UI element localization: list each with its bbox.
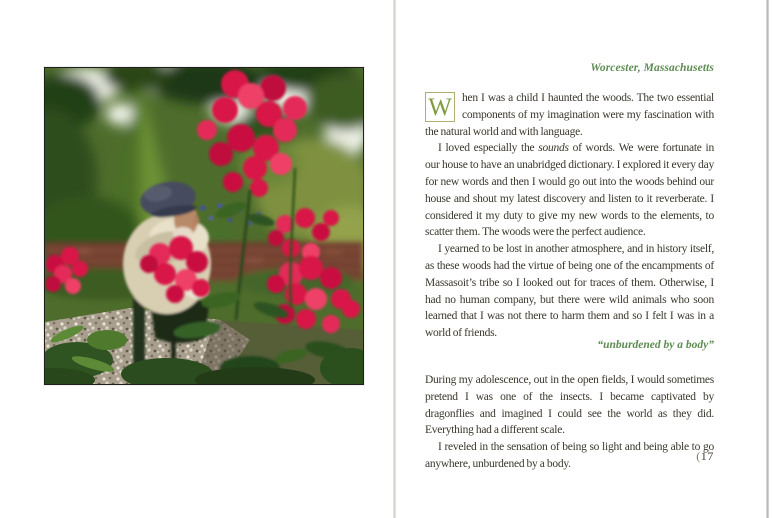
paragraph-2: I loved especially the sounds of words. We were fortunate in our house to have an unabridged dictionary. I explored it every day for new words and then I would go out into the woods behind our house and shout my latest discovery and listen to it reverberate. I considered it my duty to give my new words to the elements, to scatter them. The woods were the perfect audience. bbox=[425, 142, 714, 239]
drop-cap: W bbox=[425, 92, 455, 122]
folio-number: 17 bbox=[700, 449, 714, 463]
pull-quote: “unburdened by a body” bbox=[597, 339, 714, 351]
garden-photo-illustration bbox=[45, 68, 363, 384]
body-text-upper bbox=[425, 90, 714, 342]
page-edge bbox=[766, 0, 769, 518]
garden-photo bbox=[44, 67, 364, 385]
folio-parenthesis: ( bbox=[696, 449, 701, 463]
paragraph-1: W hen I was a child I haunted the woods. The two essential components of my imagination were my fascination with the natural world and with language. bbox=[425, 92, 714, 138]
paragraph-3: I yearned to be lost in another atmosphere, and in history itself, as these woods had the virtue of being one of the encampments of Massasoit’s tribe so I looked out for traces of them. Otherwise, I had no human company, but there were wild animals who soon learned that I was not there to harm them and so I felt I was in a world of friends. bbox=[425, 243, 714, 340]
page-number bbox=[425, 449, 714, 464]
paragraph-4: During my adolescence, out in the open fields, I would sometimes pretend I was one of the insects. I became captivated by dragonflies and imagined I could see the world as they did. Everything had a different scale. bbox=[425, 374, 714, 437]
running-head: Worcester, Massachusetts bbox=[590, 62, 714, 74]
page-gutter bbox=[393, 0, 396, 518]
paragraph-5: I reveled in the sensation of being so light and being able to go anywhere, unburdened by a body. bbox=[425, 441, 714, 470]
italic-word: sounds bbox=[538, 142, 569, 155]
